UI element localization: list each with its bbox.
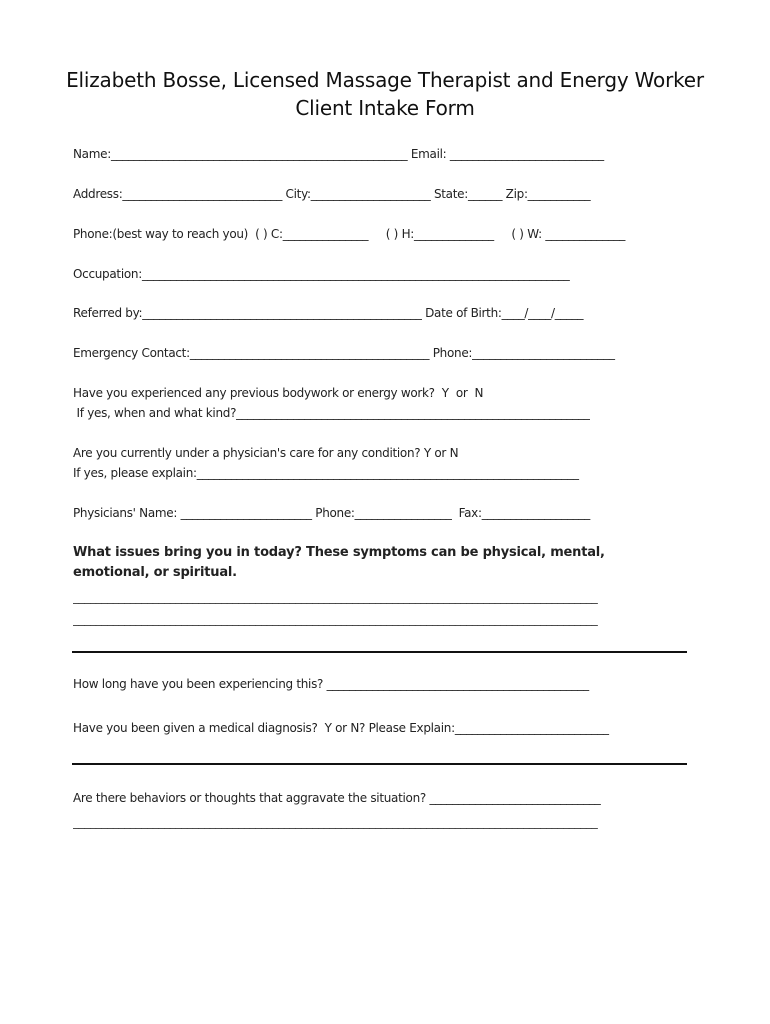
emergency-contact-field-row[interactable]: Emergency Contact:__________________________________________ Phone:_________________________ [73,346,615,360]
form-title-line-1: Elizabeth Bosse, Licensed Massage Therapist and Energy Worker [66,68,704,92]
section-divider-1 [72,651,687,653]
referred-dob-field-row[interactable]: Referred by:_________________________________________________ Date of Birth:____/____/_____ [73,306,584,320]
section-divider-2 [72,763,687,765]
physician-contact-field-row[interactable]: Physicians' Name: _______________________ Phone:_________________ Fax:___________________ [73,506,591,520]
issues-question: What issues bring you in today? These symptoms can be physical, mental, emotional, or spiritual. [73,545,605,580]
occupation-field-row[interactable]: Occupation:___________________________________________________________________________ [73,267,570,281]
duration-question-field[interactable]: How long have you been experiencing this? ______________________________________________ [73,677,589,691]
physician-question: Are you currently under a physician's care for any condition? Y or N [73,446,459,460]
aggravate-question-field[interactable]: Are there behaviors or thoughts that aggravate the situation? ______________________________ [73,791,601,805]
diagnosis-question-field[interactable]: Have you been given a medical diagnosis? Y or N? Please Explain:___________________________ [73,721,609,735]
phone-field-row[interactable]: Phone:(best way to reach you) ( ) C:_______________ ( ) H:______________ ( ) W: ______________ [73,227,626,241]
aggravate-answer-line[interactable]: ____________________________________________________________________________________________ [73,815,598,829]
physician-explain-field[interactable]: If yes, please explain:___________________________________________________________________ [73,466,579,480]
name-email-field-row[interactable]: Name:____________________________________________________ Email: ___________________________ [73,147,604,161]
issues-answer-line-2[interactable]: ____________________________________________________________________________________________ [73,612,598,626]
bodywork-question: Have you experienced any previous bodywork or energy work? Y or N [73,386,484,400]
form-title-line-2: Client Intake Form [295,96,475,120]
bodywork-followup-field[interactable]: If yes, when and what kind?______________________________________________________________ [73,406,590,420]
issues-answer-line-1[interactable]: ____________________________________________________________________________________________ [73,590,598,604]
address-field-row[interactable]: Address:____________________________ City:_____________________ State:______ Zip:___________ [73,187,591,201]
